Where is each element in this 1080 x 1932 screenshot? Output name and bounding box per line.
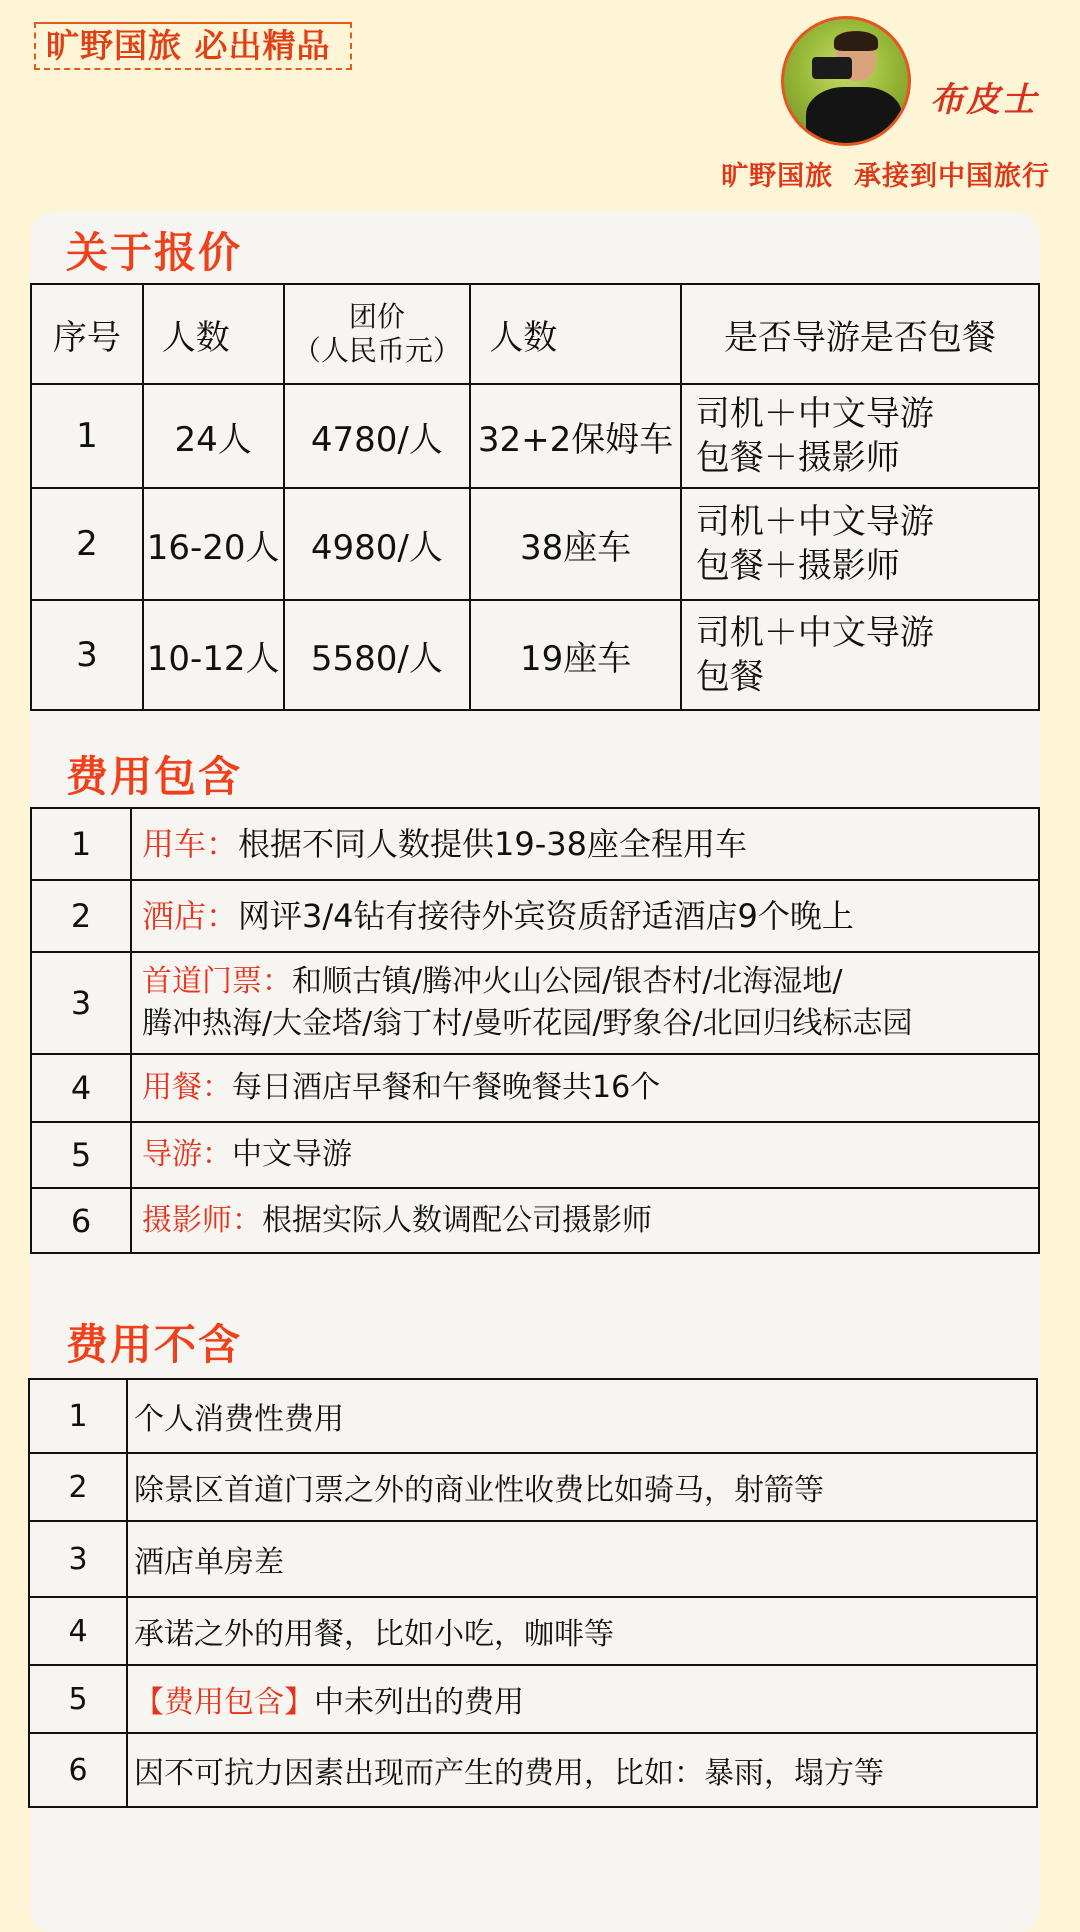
cell-people: 10-12人	[143, 600, 284, 710]
brand-tag: 旷野国旅 必出精品	[34, 22, 352, 70]
cell-no: 5	[31, 1122, 131, 1188]
avatar-body	[806, 87, 902, 146]
cell-no: 6	[31, 1188, 131, 1253]
item-text: 根据实际人数调配公司摄影师	[262, 1202, 652, 1238]
table-row	[31, 488, 1039, 600]
cell-text	[131, 808, 1039, 880]
cell-text: 个人消费性费用	[127, 1379, 1037, 1453]
item-text: 每日酒店早餐和午餐晚餐共16个	[232, 1070, 661, 1105]
item-text: 根据不同人数提供19-38座全程用车	[238, 825, 748, 863]
cell-no: 2	[29, 1453, 127, 1521]
header-cell: 是否导游是否包餐	[681, 284, 1039, 384]
cell-people: 24人	[143, 384, 284, 488]
cell-no: 3	[29, 1521, 127, 1597]
table-row	[29, 1453, 1037, 1521]
cell-text: 酒店单房差	[127, 1521, 1037, 1597]
cell-guide	[681, 384, 1039, 488]
guide-line: 包餐＋摄影师	[695, 546, 900, 586]
cell-price: 4980/人	[284, 488, 471, 600]
item-label: 【费用包含】	[134, 1685, 314, 1720]
header-cell	[284, 284, 471, 384]
guide-line: 司机＋中文导游	[695, 394, 934, 434]
item-label: 用车：	[142, 825, 239, 863]
item-text: 中未列出的费用	[314, 1685, 524, 1720]
cell-people: 16-20人	[143, 488, 284, 600]
table-row	[29, 1733, 1037, 1807]
guide-line: 包餐＋摄影师	[695, 438, 900, 478]
camera-icon	[812, 57, 852, 79]
price-table-header	[31, 284, 1039, 384]
cell-no: 2	[31, 488, 143, 600]
cell-guide	[681, 488, 1039, 600]
item-text: 和顺古镇/腾冲火山公园/银杏村/北海湿地/	[292, 964, 843, 999]
table-row	[31, 952, 1039, 1054]
cell-price: 5580/人	[284, 600, 471, 710]
slogan: 旷野国旅 承接到中国旅行	[721, 161, 1050, 192]
cell-no: 1	[31, 384, 143, 488]
item-label: 导游：	[142, 1137, 232, 1172]
table-row	[31, 808, 1039, 880]
table-row	[31, 1054, 1039, 1122]
table-row	[31, 600, 1039, 710]
item-label: 首道门票：	[142, 964, 292, 999]
cell-no: 1	[29, 1379, 127, 1453]
item-line: 腾冲热海/大金塔/翁丁村/曼听花园/野象谷/北回归线标志园	[142, 1006, 913, 1041]
cell-no: 1	[31, 808, 131, 880]
included-table	[30, 807, 1040, 1254]
table-row	[29, 1379, 1037, 1453]
cell-guide	[681, 600, 1039, 710]
cell-vehicle: 38座车	[470, 488, 681, 600]
cell-text	[131, 880, 1039, 952]
header-cell: 人数	[143, 284, 284, 384]
cell-no: 4	[29, 1597, 127, 1665]
guide-line: 包餐	[695, 657, 764, 697]
cell-vehicle: 32+2保姆车	[470, 384, 681, 488]
cell-text: 因不可抗力因素出现而产生的费用，比如：暴雨，塌方等	[127, 1733, 1037, 1807]
photographer-avatar	[781, 16, 911, 146]
item-line	[142, 961, 1038, 1003]
header-cell: 序号	[31, 284, 143, 384]
excluded-table	[28, 1378, 1038, 1808]
table-row	[31, 1122, 1039, 1188]
cell-text	[131, 1122, 1039, 1188]
table-row	[29, 1521, 1037, 1597]
cell-no: 5	[29, 1665, 127, 1733]
table-row	[31, 1188, 1039, 1253]
item-text: 中文导游	[232, 1137, 352, 1172]
header-cell: 人数	[470, 284, 681, 384]
price-section-title: 关于报价	[66, 228, 243, 277]
guide-line: 司机＋中文导游	[695, 502, 934, 542]
header-price-label: 团价	[348, 300, 405, 333]
table-row	[29, 1597, 1037, 1665]
cell-text	[131, 1188, 1039, 1253]
cell-no: 6	[29, 1733, 127, 1807]
table-row	[31, 880, 1039, 952]
signature: 布皮士	[930, 80, 1038, 120]
header-currency-label: （人民币元）	[292, 334, 461, 367]
cell-text	[131, 952, 1039, 1054]
cell-text: 除景区首道门票之外的商业性收费比如骑马，射箭等	[127, 1453, 1037, 1521]
cell-no: 3	[31, 600, 143, 710]
price-table	[30, 283, 1040, 711]
table-row	[29, 1665, 1037, 1733]
included-section-title: 费用包含	[66, 752, 243, 801]
cell-vehicle: 19座车	[470, 600, 681, 710]
item-text: 网评3/4钻有接待外宾资质舒适酒店9个晚上	[238, 897, 854, 935]
cell-no: 3	[31, 952, 131, 1054]
cell-no: 2	[31, 880, 131, 952]
cell-no: 4	[31, 1054, 131, 1122]
avatar-hair	[834, 31, 878, 51]
cell-text: 承诺之外的用餐，比如小吃，咖啡等	[127, 1597, 1037, 1665]
cell-text	[127, 1665, 1037, 1733]
table-row	[31, 384, 1039, 488]
item-label: 摄影师：	[142, 1202, 262, 1238]
cell-price: 4780/人	[284, 384, 471, 488]
guide-line: 司机＋中文导游	[695, 613, 934, 653]
item-label: 酒店：	[142, 897, 239, 935]
excluded-section-title: 费用不含	[66, 1320, 243, 1369]
item-label: 用餐：	[142, 1070, 232, 1105]
cell-text	[131, 1054, 1039, 1122]
